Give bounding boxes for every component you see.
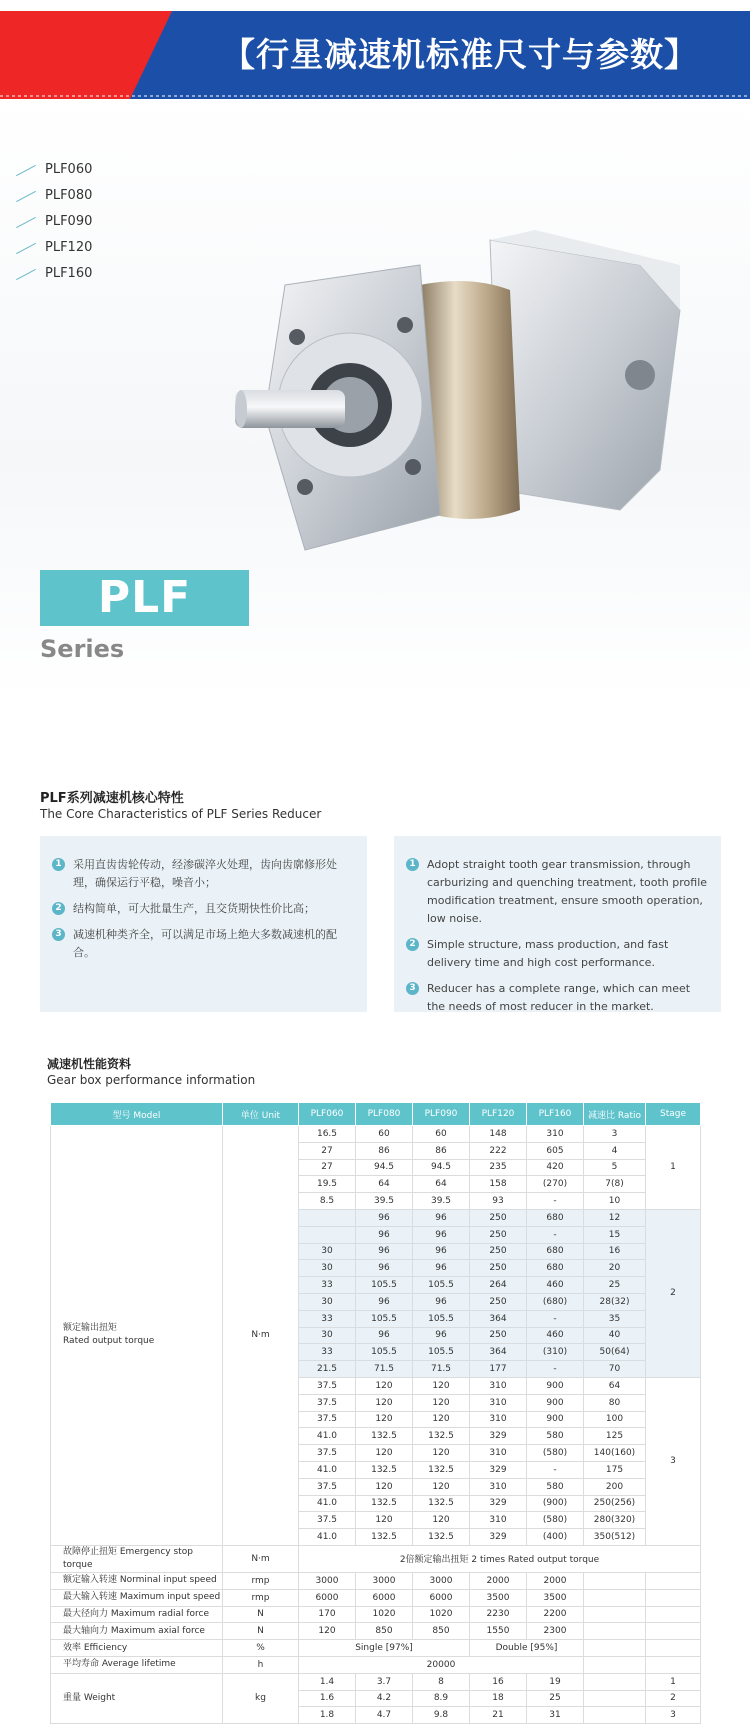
weight-label: 重量 Weight [51, 1673, 223, 1723]
empty-cell [646, 1589, 701, 1606]
header-plf160: PLF160 [527, 1103, 584, 1126]
table-cell: (580) [527, 1512, 584, 1529]
table-cell: 33 [299, 1310, 356, 1327]
slash-icon [16, 269, 36, 280]
performance-title-cn: 减速机性能资料 [47, 1057, 132, 1071]
torque-label-en: Rated output torque [63, 1336, 155, 1347]
table-cell: 2230 [470, 1606, 527, 1623]
header-model: 型号 Model [51, 1103, 223, 1126]
emergency-stop-value: 2倍额定输出扭矩 2 times Rated output torque [299, 1545, 701, 1572]
radial-force-unit: N [223, 1606, 299, 1623]
table-cell: - [527, 1226, 584, 1243]
number-badge-icon: 1 [52, 858, 65, 871]
model-item [15, 239, 92, 265]
table-cell: 41.0 [299, 1495, 356, 1512]
table-cell: 120 [299, 1623, 356, 1640]
table-cell: 41.0 [299, 1529, 356, 1546]
empty-cell [584, 1656, 646, 1673]
header-ratio: 减速比 Ratio [584, 1103, 646, 1126]
feature-item [406, 980, 709, 1016]
table-cell: 250(256) [584, 1495, 646, 1512]
table-cell: 158 [470, 1176, 527, 1193]
table-cell: 310 [470, 1377, 527, 1394]
table-cell: 39.5 [356, 1193, 413, 1210]
table-cell: 310 [470, 1411, 527, 1428]
efficiency-double: Double [95%] [470, 1640, 584, 1657]
feature-text: 采用直齿齿轮传动，经渗碳淬火处理，齿向齿廓修形处理，确保运行平稳，噪音小； [73, 858, 337, 889]
table-cell: 3.7 [356, 1673, 413, 1690]
table-cell: 132.5 [356, 1495, 413, 1512]
table-cell: 21 [470, 1707, 527, 1724]
empty-cell [584, 1673, 646, 1690]
number-badge-icon: 2 [52, 902, 65, 915]
table-cell: 25 [584, 1277, 646, 1294]
gear-reducer-image [235, 225, 700, 615]
features-title-cn: PLF系列减速机核心特性 [40, 791, 184, 806]
page-header [0, 11, 750, 99]
table-cell: 100 [584, 1411, 646, 1428]
efficiency-unit: % [223, 1640, 299, 1657]
table-cell: 39.5 [413, 1193, 470, 1210]
table-cell: 8.9 [413, 1690, 470, 1707]
empty-cell [646, 1623, 701, 1640]
max-speed-label: 最大输入转速 Maximum input speed [51, 1589, 223, 1606]
table-cell: 148 [470, 1126, 527, 1143]
stage-cell: 1 [646, 1126, 701, 1210]
table-cell: 4.7 [356, 1707, 413, 1724]
lifetime-value: 20000 [299, 1656, 584, 1673]
table-cell: 21.5 [299, 1361, 356, 1378]
nominal-speed-label: 额定输入转速 Norminal input speed [51, 1572, 223, 1589]
table-cell: 460 [527, 1277, 584, 1294]
emergency-stop-unit: N·m [223, 1545, 299, 1572]
model-label: PLF090 [45, 214, 93, 229]
model-item [15, 187, 92, 213]
table-cell: 4.2 [356, 1690, 413, 1707]
table-cell: 50(64) [584, 1344, 646, 1361]
number-badge-icon: 3 [52, 928, 65, 941]
table-cell: 3500 [470, 1589, 527, 1606]
table-cell: 2000 [470, 1572, 527, 1589]
table-cell: 94.5 [413, 1159, 470, 1176]
table-cell: 19 [527, 1673, 584, 1690]
table-cell: 30 [299, 1243, 356, 1260]
table-cell: 200 [584, 1478, 646, 1495]
table-cell: 310 [470, 1478, 527, 1495]
table-cell: 250 [470, 1293, 527, 1310]
number-badge-icon: 2 [406, 938, 419, 951]
table-cell: 41.0 [299, 1461, 356, 1478]
stage-cell: 2 [646, 1209, 701, 1377]
table-cell: 8 [413, 1673, 470, 1690]
torque-label [51, 1126, 223, 1546]
feature-item [406, 856, 709, 928]
series-code: PLF [97, 572, 192, 623]
table-cell: - [527, 1361, 584, 1378]
table-cell: 6000 [299, 1589, 356, 1606]
table-cell: (900) [527, 1495, 584, 1512]
stage-cell: 1 [646, 1673, 701, 1690]
table-cell: 132.5 [356, 1461, 413, 1478]
table-cell: 329 [470, 1529, 527, 1546]
table-cell: 364 [470, 1310, 527, 1327]
table-cell: 132.5 [413, 1461, 470, 1478]
empty-cell [646, 1656, 701, 1673]
table-cell: (270) [527, 1176, 584, 1193]
torque-label-cn: 额定输出扭矩 [63, 1323, 118, 1334]
feature-text: 减速机种类齐全，可以满足市场上绝大多数减速机的配合。 [73, 928, 337, 959]
feature-item [52, 926, 355, 962]
feature-item [52, 900, 355, 918]
table-cell: 280(320) [584, 1512, 646, 1529]
empty-cell [646, 1572, 701, 1589]
table-cell: 580 [527, 1428, 584, 1445]
table-cell: 105.5 [413, 1310, 470, 1327]
series-label: Series [40, 635, 125, 663]
table-cell: 250 [470, 1209, 527, 1226]
feature-text: 结构简单，可大批量生产，且交货期快性价比高； [73, 902, 315, 915]
empty-cell [584, 1640, 646, 1657]
table-cell: 27 [299, 1159, 356, 1176]
table-cell: 25 [527, 1690, 584, 1707]
table-cell: 8.5 [299, 1193, 356, 1210]
table-cell: 310 [470, 1394, 527, 1411]
feature-text: Simple structure, mass production, and fast delivery time and high cost performance. [427, 938, 669, 969]
header-unit: 单位 Unit [223, 1103, 299, 1126]
lifetime-unit: h [223, 1656, 299, 1673]
stage-cell: 2 [646, 1690, 701, 1707]
features-title-en: The Core Characteristics of PLF Series Reducer [40, 807, 322, 821]
table-cell: 680 [527, 1243, 584, 1260]
table-cell: 120 [413, 1478, 470, 1495]
table-cell: - [527, 1310, 584, 1327]
table-cell: 680 [527, 1209, 584, 1226]
table-cell: 120 [356, 1377, 413, 1394]
empty-cell [584, 1707, 646, 1724]
empty-cell [646, 1606, 701, 1623]
table-cell: 4 [584, 1142, 646, 1159]
table-cell: 30 [299, 1327, 356, 1344]
table-cell: 37.5 [299, 1377, 356, 1394]
model-item [15, 265, 92, 291]
empty-cell [646, 1640, 701, 1657]
stage-cell: 3 [646, 1707, 701, 1724]
series-badge [40, 570, 249, 626]
efficiency-row [51, 1640, 701, 1657]
table-cell: 132.5 [413, 1529, 470, 1546]
table-cell: 37.5 [299, 1411, 356, 1428]
feature-item [52, 856, 355, 892]
table-cell: 900 [527, 1377, 584, 1394]
number-badge-icon: 3 [406, 982, 419, 995]
table-cell: 250 [470, 1243, 527, 1260]
table-cell: 86 [413, 1142, 470, 1159]
table-cell: 16 [584, 1243, 646, 1260]
table-cell: 28(32) [584, 1293, 646, 1310]
slash-icon [16, 165, 36, 176]
table-cell: 3 [584, 1126, 646, 1143]
model-label: PLF120 [45, 240, 93, 255]
axial-force-unit: N [223, 1623, 299, 1640]
table-cell: 60 [413, 1126, 470, 1143]
table-cell: 2200 [527, 1606, 584, 1623]
table-cell: 15 [584, 1226, 646, 1243]
table-cell: 80 [584, 1394, 646, 1411]
table-cell: 16 [470, 1673, 527, 1690]
table-cell: 1020 [413, 1606, 470, 1623]
table-cell: 18 [470, 1690, 527, 1707]
table-cell: 31 [527, 1707, 584, 1724]
table-cell: 33 [299, 1344, 356, 1361]
header-plf120: PLF120 [470, 1103, 527, 1126]
table-cell: 310 [470, 1512, 527, 1529]
table-cell: 105.5 [413, 1277, 470, 1294]
feature-item [406, 936, 709, 972]
table-cell: 19.5 [299, 1176, 356, 1193]
empty-cell [584, 1572, 646, 1589]
header-plf060: PLF060 [299, 1103, 356, 1126]
empty-cell [584, 1690, 646, 1707]
efficiency-label: 效率 Efficiency [51, 1640, 223, 1657]
emergency-stop-row [51, 1545, 701, 1572]
table-cell: 37.5 [299, 1394, 356, 1411]
table-cell: 132.5 [413, 1428, 470, 1445]
table-cell: 175 [584, 1461, 646, 1478]
table-cell: 37.5 [299, 1445, 356, 1462]
table-cell: 1550 [470, 1623, 527, 1640]
axial-force-label: 最大轴向力 Maximum axial force [51, 1623, 223, 1640]
table-cell: 16.5 [299, 1126, 356, 1143]
table-cell: 96 [413, 1243, 470, 1260]
table-cell: 96 [413, 1260, 470, 1277]
table-cell: 9.8 [413, 1707, 470, 1724]
features-en-box [394, 836, 721, 1012]
table-cell: 310 [527, 1126, 584, 1143]
model-list [15, 161, 92, 291]
table-cell: 310 [470, 1445, 527, 1462]
model-label: PLF160 [45, 266, 93, 281]
table-cell: 3000 [356, 1572, 413, 1589]
table-cell: 64 [584, 1377, 646, 1394]
table-cell: 60 [356, 1126, 413, 1143]
radial-force-row [51, 1606, 701, 1623]
feature-text: Adopt straight tooth gear transmission, through carburizing and quenching treatment, tooth profile modification treatment, ensure smooth operation, low noise. [427, 858, 708, 925]
table-cell: 1020 [356, 1606, 413, 1623]
nominal-speed-unit: rmp [223, 1572, 299, 1589]
table-cell: 105.5 [413, 1344, 470, 1361]
table-cell: 460 [527, 1327, 584, 1344]
table-cell: 40 [584, 1327, 646, 1344]
table-cell: 120 [413, 1512, 470, 1529]
features-cn-box [40, 836, 367, 1012]
table-cell: 329 [470, 1428, 527, 1445]
table-cell: 96 [413, 1226, 470, 1243]
table-cell [299, 1226, 356, 1243]
table-cell: 96 [413, 1293, 470, 1310]
table-cell: 1.8 [299, 1707, 356, 1724]
efficiency-single: Single [97%] [299, 1640, 470, 1657]
table-cell: 580 [527, 1478, 584, 1495]
header-stage: Stage [646, 1103, 701, 1126]
table-cell: 30 [299, 1293, 356, 1310]
table-cell: - [527, 1461, 584, 1478]
table-cell: 71.5 [413, 1361, 470, 1378]
table-cell: 96 [356, 1260, 413, 1277]
table-cell: 1.6 [299, 1690, 356, 1707]
page-title: 【行星减速机标准尺寸与参数】 [222, 35, 698, 74]
table-cell: 132.5 [356, 1428, 413, 1445]
table-cell: 6000 [356, 1589, 413, 1606]
table-cell: 3000 [299, 1572, 356, 1589]
table-cell: 96 [356, 1327, 413, 1344]
table-cell: 250 [470, 1260, 527, 1277]
table-cell: 41.0 [299, 1428, 356, 1445]
number-badge-icon: 1 [406, 858, 419, 871]
table-cell: (310) [527, 1344, 584, 1361]
table-cell: 264 [470, 1277, 527, 1294]
table-cell: 120 [413, 1445, 470, 1462]
max-speed-row [51, 1589, 701, 1606]
slash-icon [16, 243, 36, 254]
table-cell: 120 [413, 1377, 470, 1394]
table-cell: 105.5 [356, 1344, 413, 1361]
model-label: PLF060 [45, 162, 93, 177]
table-cell: 27 [299, 1142, 356, 1159]
header-plf090: PLF090 [413, 1103, 470, 1126]
table-cell: 329 [470, 1495, 527, 1512]
table-cell: 64 [356, 1176, 413, 1193]
table-cell: 120 [356, 1394, 413, 1411]
table-cell: 900 [527, 1394, 584, 1411]
empty-cell [584, 1606, 646, 1623]
table-cell: 250 [470, 1226, 527, 1243]
table-cell: (580) [527, 1445, 584, 1462]
model-item [15, 213, 92, 239]
table-cell: 605 [527, 1142, 584, 1159]
table-cell: 86 [356, 1142, 413, 1159]
slash-icon [16, 217, 36, 228]
table-body [51, 1126, 701, 1724]
model-item [15, 161, 92, 187]
table-cell [299, 1209, 356, 1226]
table-cell: 10 [584, 1193, 646, 1210]
table-cell: 37.5 [299, 1512, 356, 1529]
table-cell: 35 [584, 1310, 646, 1327]
lifetime-label: 平均寿命 Average lifetime [51, 1656, 223, 1673]
table-cell: 6000 [413, 1589, 470, 1606]
nominal-speed-row [51, 1572, 701, 1589]
max-speed-unit: rmp [223, 1589, 299, 1606]
table-cell: 30 [299, 1260, 356, 1277]
table-cell: 71.5 [356, 1361, 413, 1378]
table-cell: 7(8) [584, 1176, 646, 1193]
table-cell: 1.4 [299, 1673, 356, 1690]
table-cell: - [527, 1193, 584, 1210]
table-cell: 120 [356, 1445, 413, 1462]
table-cell: 96 [356, 1293, 413, 1310]
weight-unit: kg [223, 1673, 299, 1723]
table-cell: 20 [584, 1260, 646, 1277]
performance-title-en: Gear box performance information [47, 1073, 256, 1087]
table-cell: 222 [470, 1142, 527, 1159]
table-cell: 64 [413, 1176, 470, 1193]
table-cell: 33 [299, 1277, 356, 1294]
table-cell: 850 [356, 1623, 413, 1640]
table-cell: 2000 [527, 1572, 584, 1589]
table-cell: 96 [356, 1209, 413, 1226]
weight-row [51, 1673, 701, 1690]
table-cell: 94.5 [356, 1159, 413, 1176]
table-cell: 235 [470, 1159, 527, 1176]
stage-cell: 3 [646, 1377, 701, 1545]
feature-text: Reducer has a complete range, which can meet the needs of most reducer in the market. [427, 982, 691, 1013]
slash-icon [16, 191, 36, 202]
table-cell: 12 [584, 1209, 646, 1226]
table-cell: 120 [413, 1411, 470, 1428]
lifetime-row [51, 1656, 701, 1673]
table-row [51, 1126, 701, 1143]
table-cell: 170 [299, 1606, 356, 1623]
table-cell: 120 [356, 1478, 413, 1495]
table-cell: 96 [413, 1209, 470, 1226]
table-cell: 132.5 [413, 1495, 470, 1512]
table-cell: 132.5 [356, 1529, 413, 1546]
empty-cell [584, 1589, 646, 1606]
table-cell: 120 [413, 1394, 470, 1411]
table-cell: 105.5 [356, 1310, 413, 1327]
radial-force-label: 最大径向力 Maximum radial force [51, 1606, 223, 1623]
table-header-row [51, 1103, 701, 1126]
table-cell: (680) [527, 1293, 584, 1310]
table-cell: 850 [413, 1623, 470, 1640]
table-cell: 177 [470, 1361, 527, 1378]
empty-cell [584, 1623, 646, 1640]
table-cell: 3500 [527, 1589, 584, 1606]
performance-table [50, 1102, 701, 1724]
table-cell: 420 [527, 1159, 584, 1176]
torque-unit: N·m [223, 1126, 299, 1546]
table-cell: 93 [470, 1193, 527, 1210]
table-cell: 364 [470, 1344, 527, 1361]
header-plf080: PLF080 [356, 1103, 413, 1126]
table-cell: 120 [356, 1512, 413, 1529]
table-cell: 125 [584, 1428, 646, 1445]
table-cell: (400) [527, 1529, 584, 1546]
model-label: PLF080 [45, 188, 93, 203]
table-cell: 5 [584, 1159, 646, 1176]
table-cell: 350(512) [584, 1529, 646, 1546]
table-cell: 329 [470, 1461, 527, 1478]
table-cell: 96 [413, 1327, 470, 1344]
table-cell: 2300 [527, 1623, 584, 1640]
table-cell: 3000 [413, 1572, 470, 1589]
table-cell: 96 [356, 1243, 413, 1260]
table-cell: 250 [470, 1327, 527, 1344]
table-cell: 120 [356, 1411, 413, 1428]
table-cell: 105.5 [356, 1277, 413, 1294]
table-cell: 140(160) [584, 1445, 646, 1462]
table-cell: 96 [356, 1226, 413, 1243]
table-cell: 37.5 [299, 1478, 356, 1495]
emergency-stop-label: 故障停止扭矩 Emergency stop torque [51, 1545, 223, 1572]
table-cell: 70 [584, 1361, 646, 1378]
table-cell: 680 [527, 1260, 584, 1277]
axial-force-row [51, 1623, 701, 1640]
table-cell: 900 [527, 1411, 584, 1428]
